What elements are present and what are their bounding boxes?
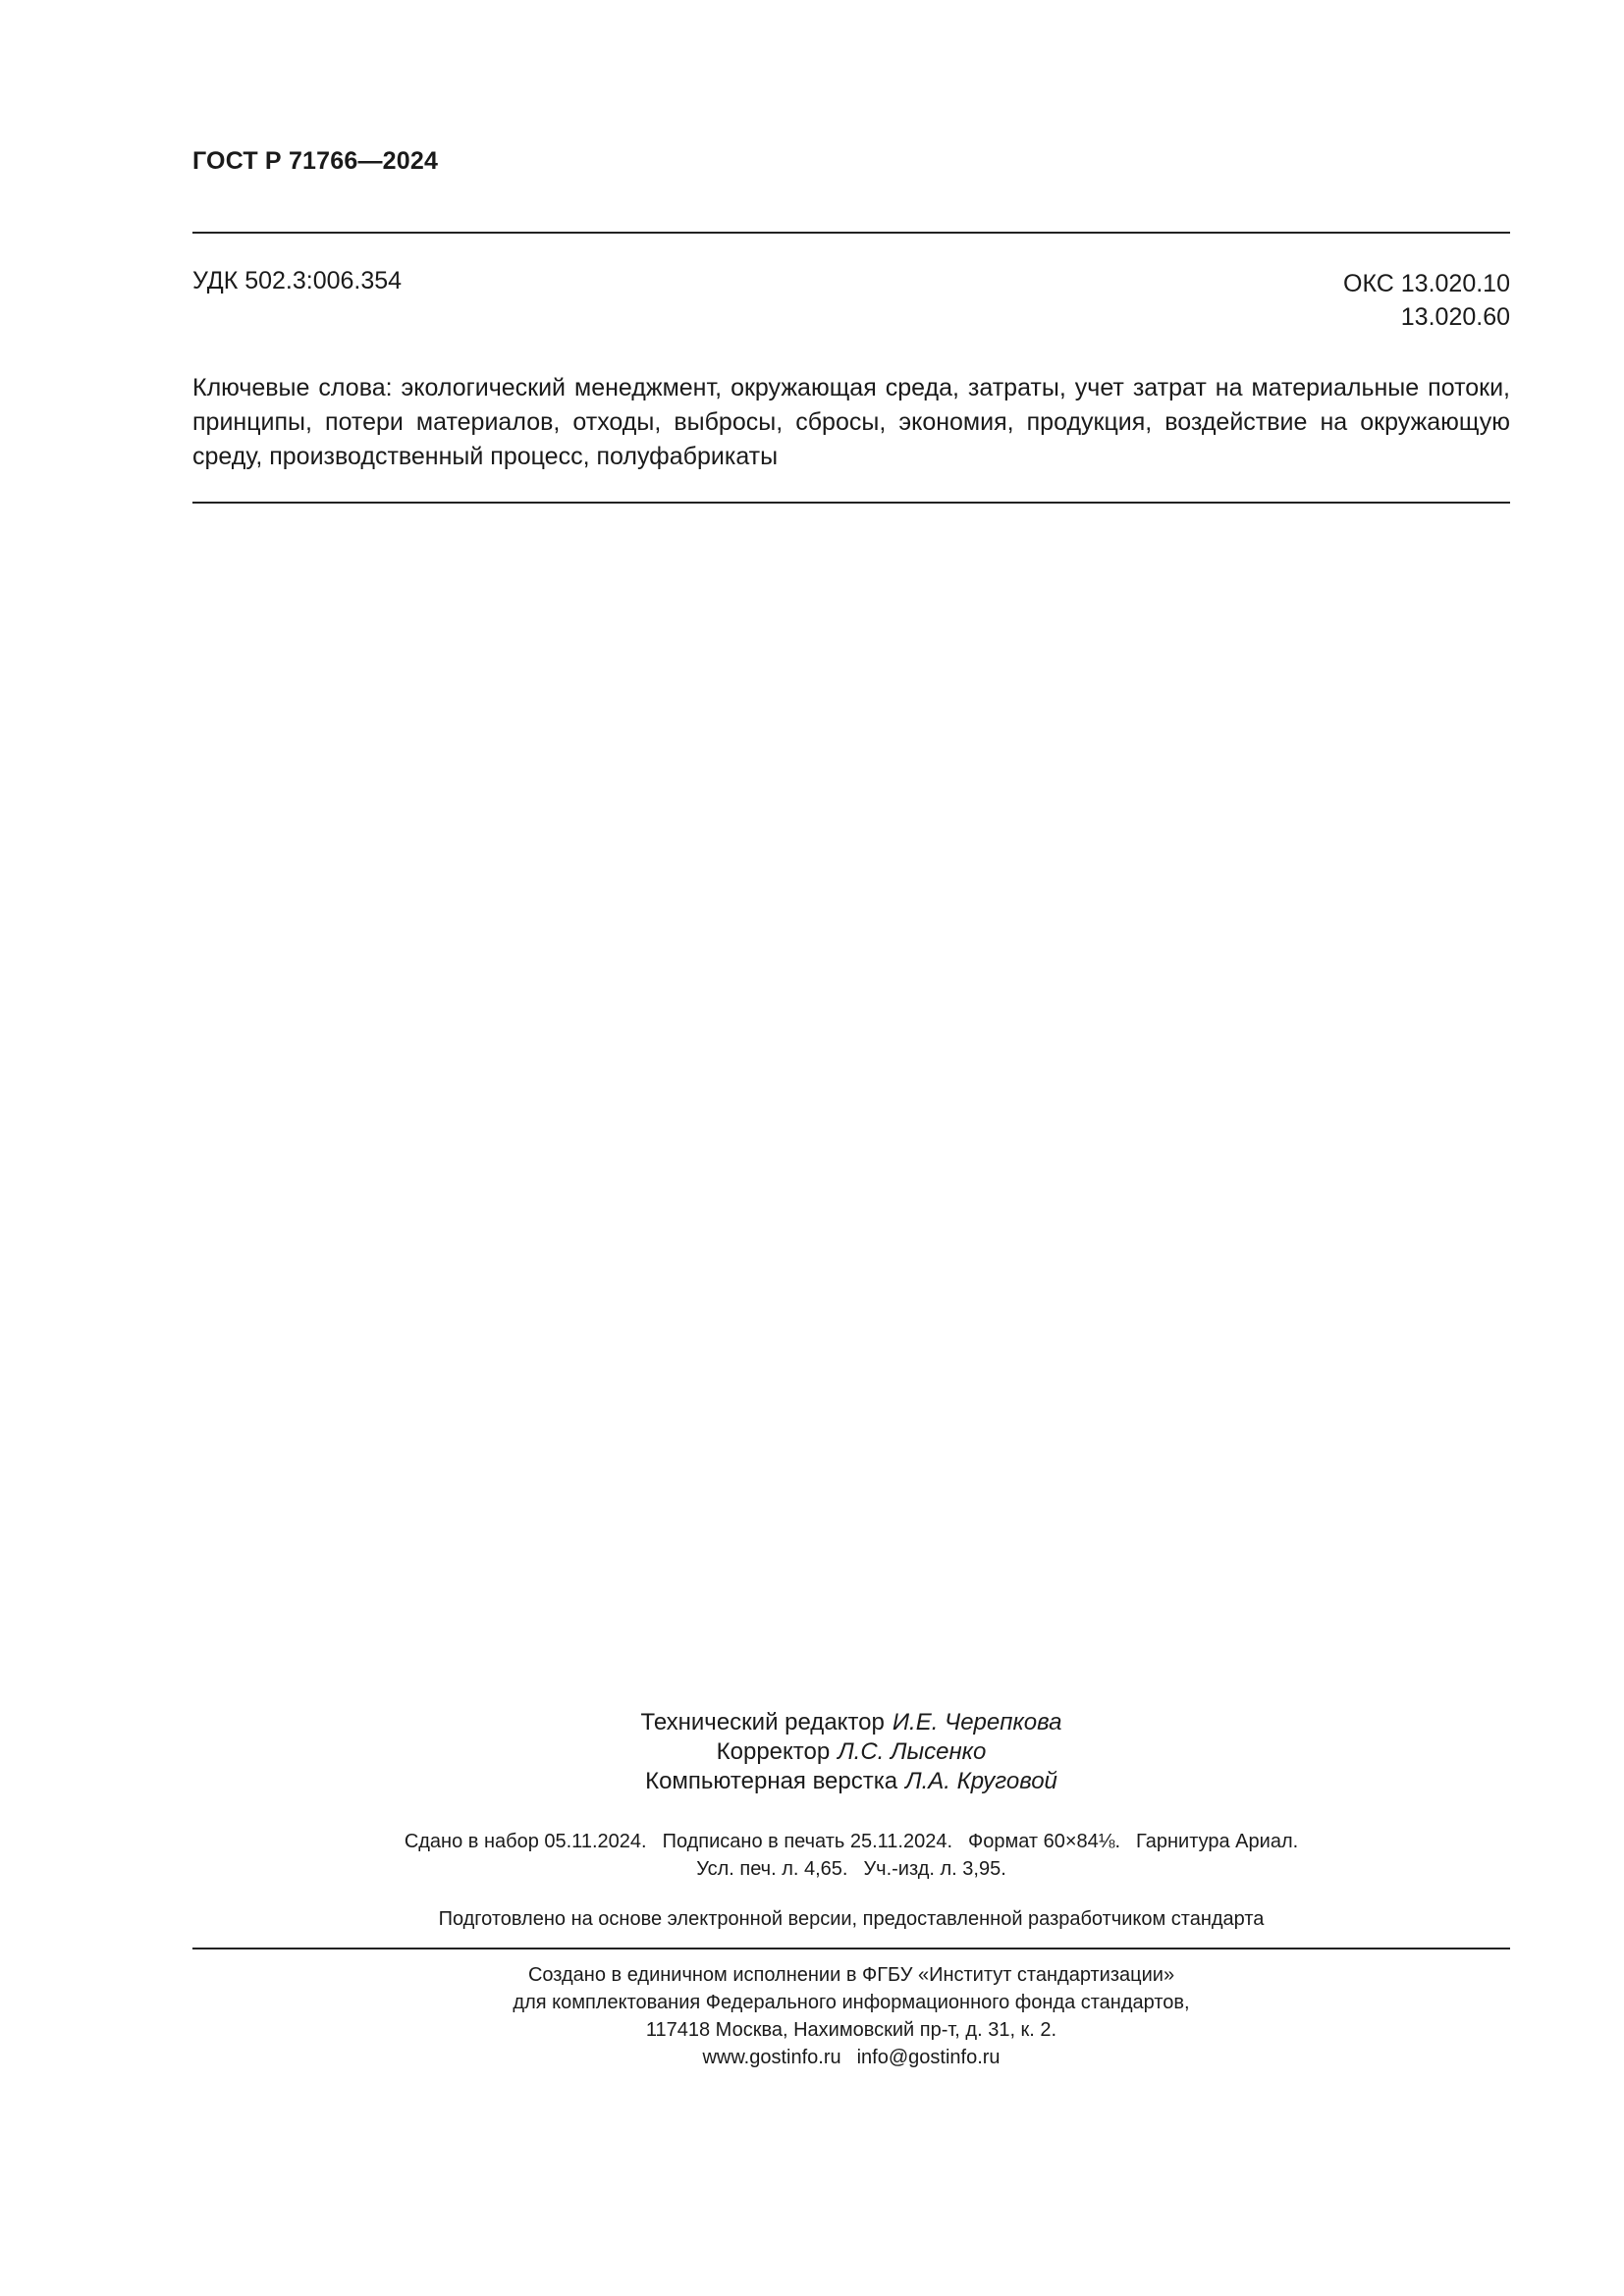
corrector-label: Корректор [716,1738,831,1765]
website-link[interactable]: www.gostinfo.ru [702,2047,841,2068]
credit-tech-editor [192,1708,1510,1737]
email-link[interactable]: info@gostinfo.ru [856,2047,1001,2068]
layout-name: Л.А. Круговой [905,1768,1057,1794]
keywords-paragraph: Ключевые слова: экологический менеджмент, окружающая среда, затраты, учет затрат на материальные потоки, принципы, потери материалов, отходы, выбросы, сбросы, экономия, продукция, воздействие на окружающую среду, производственный процесс, полуфабрикаты [192,374,1510,470]
signed-date: Подписано в печать 25.11.2024. [662,1831,953,1852]
credit-layout [192,1767,1510,1796]
paper-format: Формат 60×84⅛. [968,1831,1121,1852]
typeset-date: Сдано в набор 05.11.2024. [404,1831,647,1852]
oks-code-2: 13.020.60 [1400,303,1510,331]
print-sheets: Усл. печ. л. 4,65. [696,1858,848,1880]
layout-label: Компьютерная верстка [645,1768,898,1794]
typeface: Гарнитура Ариал. [1136,1831,1299,1852]
print-info-block [192,1828,1510,1883]
divider-keywords [192,502,1510,504]
corrector-name: Л.С. Лысенко [838,1738,987,1765]
print-info-line-2 [192,1855,1510,1883]
oks-code-1: ОКС 13.020.10 [1343,270,1510,297]
divider-top [192,232,1510,234]
standard-code: ГОСТ Р 71766—2024 [192,147,439,175]
publisher-sheets: Уч.-изд. л. 3,95. [863,1858,1006,1880]
created-block [192,1961,1510,2071]
prepared-note: Подготовлено на основе электронной версии, предоставленной разработчиком стандарта [438,1908,1265,1930]
tech-editor-label: Технический редактор [640,1709,885,1735]
created-line-2: для комплектования Федерального информационного фонда стандартов, [513,1992,1190,2013]
credit-corrector [192,1737,1510,1767]
divider-bottom [192,1948,1510,1949]
credits-block [192,1708,1510,1796]
created-line-3: 117418 Москва, Нахимовский пр-т, д. 31, к. 2. [645,2019,1057,2041]
print-info-line-1 [192,1828,1510,1855]
contact-links [192,2044,1510,2071]
tech-editor-name: И.Е. Черепкова [892,1709,1062,1735]
udk-code: УДК 502.3:006.354 [192,267,403,294]
oks-codes [1343,267,1510,334]
created-line-1: Создано в единичном исполнении в ФГБУ «Институт стандартизации» [527,1964,1175,1986]
